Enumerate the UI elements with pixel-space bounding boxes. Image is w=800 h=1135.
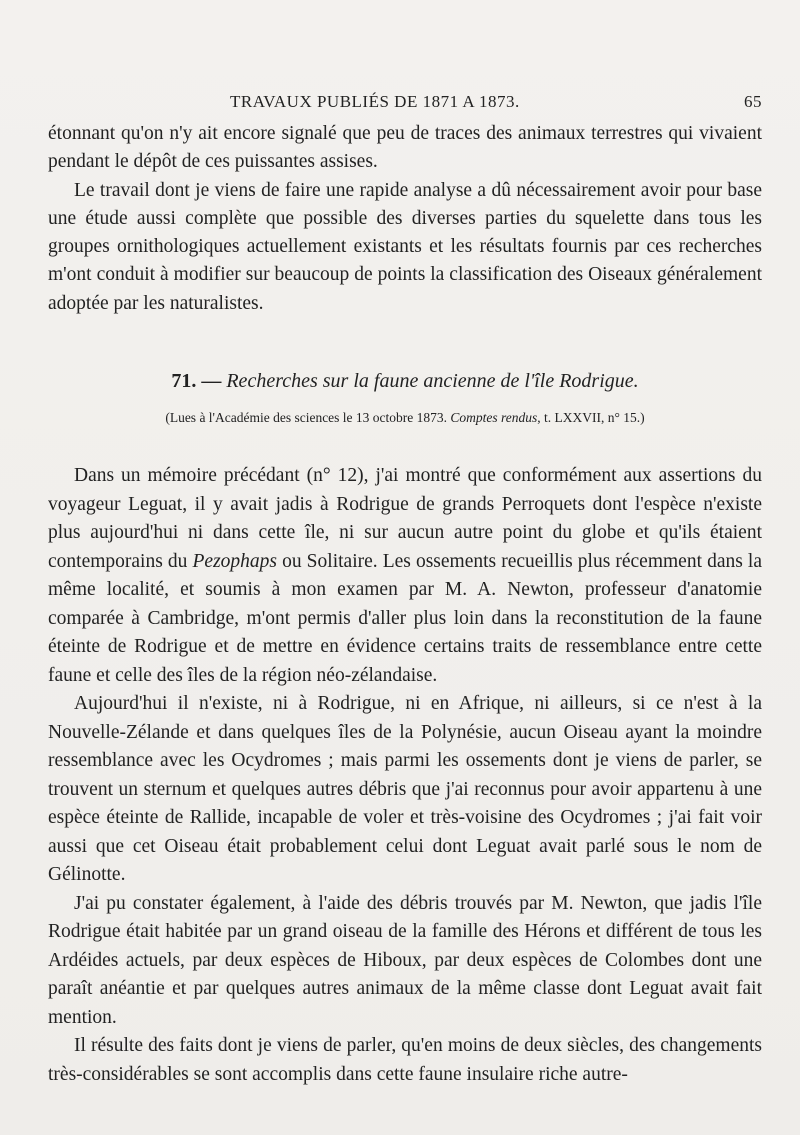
paragraph: J'ai pu constater également, à l'aide des débris trouvés par M. Newton, que jadis l'île Rodrigue était habitée par un grand oiseau de la famille des Hérons et différent de tous les Ardéides actuels, par deux espèces de Hiboux, par deux espèces de Colombes dont une paraît anéantie et par quelques autres animaux de la même classe dont Leguat avait fait mention. [48, 892, 762, 1028]
section-heading [48, 370, 762, 393]
paragraph: Aujourd'hui il n'existe, ni à Rodrigue, ni en Afrique, ni ailleurs, si ce n'est à la Nouvelle-Zélande et dans quelques îles de la Polynésie, aucun Oiseau ayant la moindre ressemblance avec les Ocydromes ; mais parmi les ossements dont je viens de parler, se trouvent un sternum et quelques autres débris que j'ai reconnus pour avoir appartenu à une espèce éteinte de Rallide, incapable de voler et très-voisine des Ocydromes ; j'ai fait voir aussi que cet Oiseau était probablement celui dont Leguat avait parlé sous le nom de Gélinotte. [48, 693, 762, 885]
genus-name: Pezophaps [192, 550, 277, 572]
paragraph: étonnant qu'on n'y ait encore signalé que peu de traces des animaux terrestres qui vivaient pendant le dépôt de ces puissantes assises. [48, 123, 762, 173]
paragraph-text: Dans un mémoire précédant (n° 12), j'ai montré que conformément aux assertions du voyageur Leguat, il y avait jadis à Rodrigue de grands Perroquets dont l'espèce n'existe plus aujourd'hui ni dans cette île, ni sur aucun autre point du globe et qu'ils étaient contemporains du [48, 465, 762, 572]
section-2-body [48, 462, 762, 1089]
paragraph: Il résulte des faits dont je viens de parler, qu'en moins de deux siècles, des changements très-considérables se sont accomplis dans cette faune insulaire riche autre- [48, 1035, 762, 1085]
section-title: Recherches sur la faune ancienne de l'île Rodrigue. [226, 370, 639, 392]
running-title: TRAVAUX PUBLIÉS DE 1871 A 1873. [230, 92, 520, 111]
paragraph [48, 462, 762, 690]
note-suffix: , t. LXXVII, n° 15.) [537, 410, 645, 425]
section-source-note [48, 410, 762, 426]
section-1-body [48, 120, 762, 318]
running-header [50, 92, 762, 118]
section-number: 71. — [171, 370, 222, 392]
note-reference: Comptes rendus [450, 410, 538, 425]
paragraph-text: ou Solitaire. Les ossements recueillis plus récemment dans la même localité, et soumis à mon examen par M. A. Newton, professeur d'anatomie comparée à Cambridge, m'ont permis d'aller plus loin dans la reconstitution de la faune éteinte de Rodrigue et de mettre en évidence certains traits de ressemblance entre cette faune et celle des îles de la région néo-zélandaise. [48, 550, 762, 686]
page-number: 65 [744, 92, 762, 111]
paragraph: Le travail dont je viens de faire une rapide analyse a dû nécessairement avoir pour base une étude aussi complète que possible des diverses parties du squelette dans tous les groupes ornithologiques actuellement existants et les résultats fournis par ces recherches m'ont conduit à modifier sur beaucoup de points la classification des Oiseaux généralement adoptée par les naturalistes. [48, 179, 762, 314]
note-prefix: (Lues à l'Académie des sciences le 13 octobre 1873. [165, 410, 448, 425]
